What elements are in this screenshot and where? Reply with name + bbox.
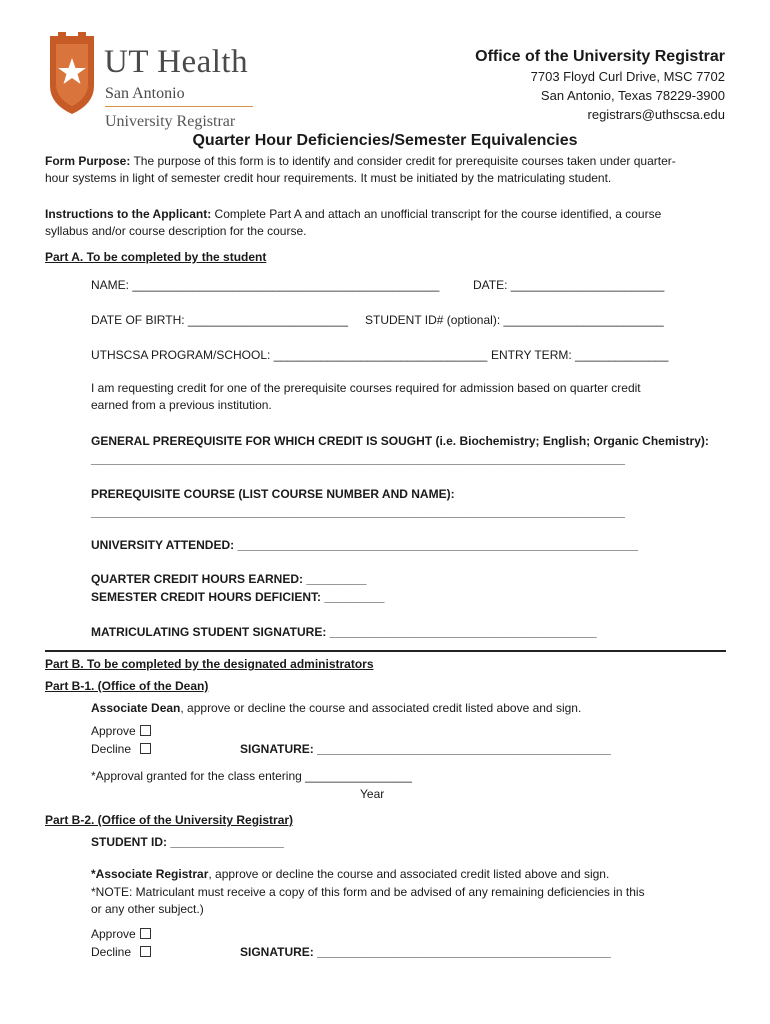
- logo-ut-health: UT Health: [104, 44, 249, 80]
- registrar-office-title: Office of the University Registrar: [475, 48, 725, 65]
- part-a-heading: Part A. To be completed by the student: [45, 250, 267, 264]
- credit-request-text: [91, 380, 731, 414]
- program-school-field[interactable]: UTHSCSA PROGRAM/SCHOOL: ________________________________: [91, 348, 488, 362]
- section-divider: [45, 650, 726, 652]
- logo-university-registrar: University Registrar: [105, 113, 236, 130]
- approval-class-entering-field[interactable]: *Approval granted for the class entering ________________: [91, 769, 412, 783]
- quarter-credit-hours-field[interactable]: QUARTER CREDIT HOURS EARNED: _________: [91, 572, 367, 586]
- registrar-instruction-text: , approve or decline the course and associated credit listed above and sign.: [208, 867, 610, 881]
- student-id-field[interactable]: STUDENT ID# (optional): ________________________: [365, 313, 664, 327]
- registrar-contact: [475, 47, 725, 124]
- b2-signature-field[interactable]: SIGNATURE: ____________________________________________: [240, 945, 611, 959]
- b2-decline-checkbox[interactable]: [140, 946, 151, 957]
- ut-health-logo: [44, 30, 259, 135]
- instructions-text-line2: syllabus and/or course description for the course.: [45, 224, 307, 238]
- note-line1: *NOTE: Matriculant must receive a copy of this form and be advised of any remaining deficiencies in this: [91, 885, 645, 899]
- shield-star-icon: [44, 30, 100, 116]
- dean-instruction-text: , approve or decline the course and associated credit listed above and sign.: [180, 701, 582, 715]
- prereq-course-label: PREREQUISITE COURSE (LIST COURSE NUMBER AND NAME):: [91, 487, 455, 501]
- b2-approve-label: Approve: [91, 927, 136, 941]
- purpose-label: Form Purpose:: [45, 154, 131, 168]
- b1-approve-option[interactable]: [91, 723, 151, 740]
- part-b2-heading: Part B-2. (Office of the University Registrar): [45, 813, 294, 827]
- part-b-heading: Part B. To be completed by the designated administrators: [45, 657, 374, 671]
- dean-instruction: [91, 700, 581, 717]
- general-prereq-field[interactable]: ________________________________________________________________________________: [91, 452, 625, 466]
- b1-approve-label: Approve: [91, 724, 136, 738]
- name-field[interactable]: NAME: ______________________________________________: [91, 278, 440, 292]
- date-of-birth-field[interactable]: DATE OF BIRTH: ________________________: [91, 313, 349, 327]
- part-b1-heading: Part B-1. (Office of the Dean): [45, 679, 209, 693]
- logo-divider: [105, 106, 253, 107]
- credit-request-line2: earned from a previous institution.: [91, 398, 272, 412]
- b2-approve-checkbox[interactable]: [140, 928, 151, 939]
- associate-dean-label: Associate Dean: [91, 701, 181, 715]
- university-attended-field[interactable]: UNIVERSITY ATTENDED: ____________________________________________________________: [91, 538, 638, 552]
- year-label: Year: [360, 787, 385, 801]
- entry-term-field[interactable]: ENTRY TERM: ______________: [491, 348, 669, 362]
- prereq-course-field[interactable]: ________________________________________________________________________________: [91, 505, 625, 519]
- instructions: [45, 206, 735, 240]
- b2-decline-label: Decline: [91, 945, 132, 959]
- general-prereq-label: GENERAL PREREQUISITE FOR WHICH CREDIT IS SOUGHT (i.e. Biochemistry; English; Organic Chemistry):: [91, 434, 709, 448]
- purpose-text-line1: The purpose of this form is to identify and consider credit for prerequisite courses taken under quarter-: [130, 154, 676, 168]
- logo-san-antonio: San Antonio: [105, 85, 185, 102]
- registrar-address-line2: San Antonio, Texas 78229-3900: [540, 88, 725, 103]
- instructions-text-line1: Complete Part A and attach an unofficial transcript for the course identified, a course: [211, 207, 662, 221]
- b2-decline-option[interactable]: [91, 944, 151, 961]
- credit-request-line1: I am requesting credit for one of the prerequisite courses required for admission based on quarter credit: [91, 381, 641, 395]
- purpose-text-line2: hour systems in light of semester credit hour requirements. It must be initiated by the matriculating student.: [45, 171, 612, 185]
- registrar-instruction: [91, 866, 609, 883]
- registrar-email: registrars@uthscsa.edu: [587, 107, 725, 122]
- instructions-label: Instructions to the Applicant:: [45, 207, 212, 221]
- b1-decline-checkbox[interactable]: [140, 743, 151, 754]
- registrar-address-line1: 7703 Floyd Curl Drive, MSC 7702: [530, 69, 725, 84]
- b2-student-id-field[interactable]: STUDENT ID: _________________: [91, 835, 284, 849]
- b1-signature-field[interactable]: SIGNATURE: ____________________________________________: [240, 742, 611, 756]
- b2-approve-option[interactable]: [91, 926, 151, 943]
- date-field[interactable]: DATE: _______________________: [473, 278, 665, 292]
- form-purpose: [45, 153, 735, 187]
- b1-decline-label: Decline: [91, 742, 132, 756]
- note-line2: or any other subject.): [91, 902, 204, 916]
- student-signature-field[interactable]: MATRICULATING STUDENT SIGNATURE: ________________________________________: [91, 625, 597, 639]
- associate-registrar-label: *Associate Registrar: [91, 867, 209, 881]
- b1-approve-checkbox[interactable]: [140, 725, 151, 736]
- b1-decline-option[interactable]: [91, 741, 151, 758]
- semester-credit-hours-field[interactable]: SEMESTER CREDIT HOURS DEFICIENT: _________: [91, 590, 385, 604]
- form-title: Quarter Hour Deficiencies/Semester Equivalencies: [192, 132, 578, 149]
